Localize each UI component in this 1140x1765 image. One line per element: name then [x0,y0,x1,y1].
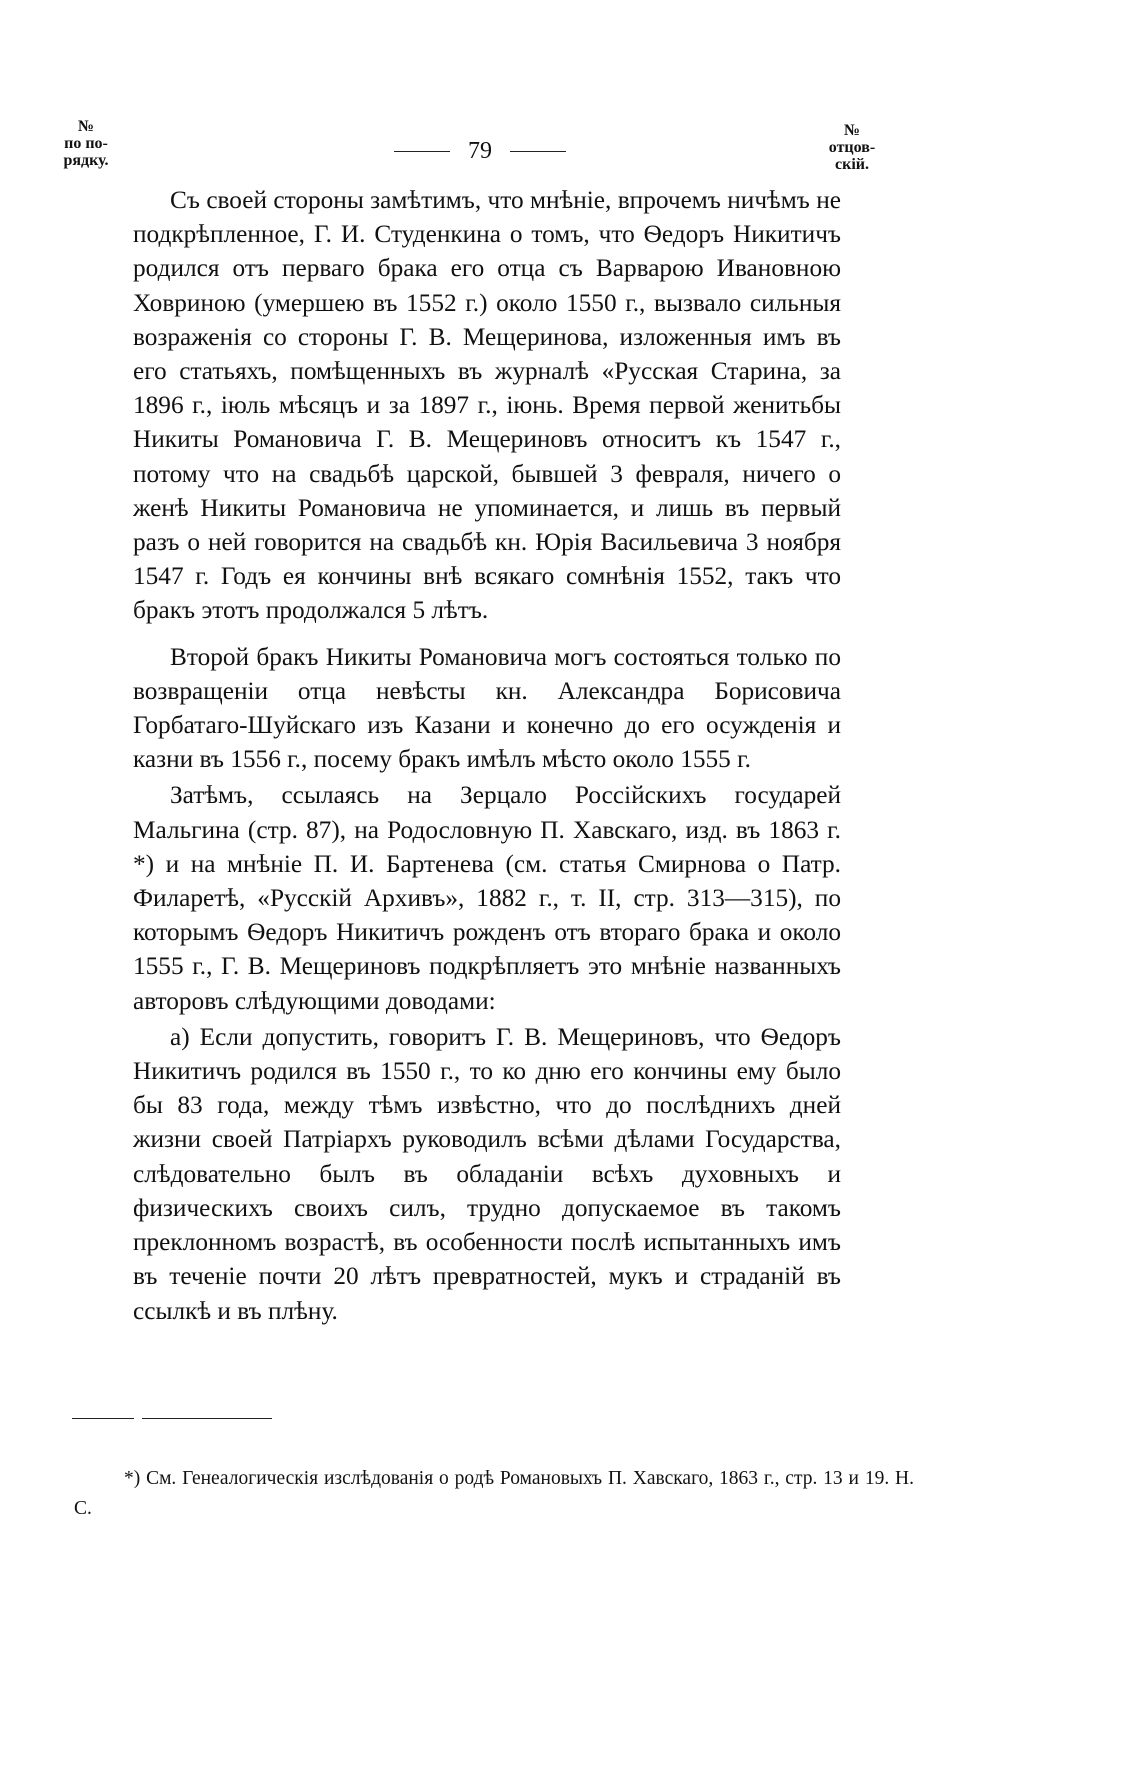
paragraph-2: Второй бракъ Никиты Романовича могъ состояться только по возвращеніи отца невѣсты кн. Александра Борисовича Горбатаго-Шуйскаго изъ Казани и конечно до его осужденія и казни въ 1556 г., посему бракъ имѣлъ мѣсто около 1555 г. [133,642,841,774]
margin-right-line1: отцов- [828,139,876,156]
footnote-rule-long [142,1418,272,1419]
page-number: 79 [468,138,492,164]
margin-right-line2: скій. [835,156,869,173]
number-sign-right: № [843,122,861,139]
body-text [133,183,841,1328]
margin-left-line1: по по- [64,135,108,152]
footnote: *) См. Генеалогическія изслѣдованія о родѣ Романовыхъ П. Хавскаго, 1863 г., стр. 13 и 19. Н. С. [74,1467,914,1519]
number-sign-left: № [77,118,95,135]
header-rule-right [510,151,566,152]
page-header [385,138,575,165]
paragraph-4: а) Если допустить, говоритъ Г. В. Мещериновъ, что Ѳедоръ Никитичъ родился въ 1550 г., то ко дню его кончины ему было бы 83 года, между тѣмъ извѣстно, что до послѣднихъ дней жизни своей Патріархъ руководилъ всѣми дѣлами Государства, слѣдовательно былъ въ обладаніи всѣхъ духовныхъ и физическихъ своихъ силъ, трудно допускаемое въ такомъ преклонномъ возрастѣ, въ особенности послѣ испытанныхъ имъ въ теченіе почти 20 лѣтъ превратностей, мукъ и страданій въ ссылкѣ и въ плѣну. [133,1022,841,1325]
header-rule-left [394,151,450,152]
margin-left-line2: рядку. [63,152,109,169]
footnote-rule-short [72,1418,134,1419]
margin-note-right [812,122,892,173]
paragraph-1: Съ своей стороны замѣтимъ, что мнѣніе, впрочемъ ничѣмъ не подкрѣпленное, Г. И. Студенкина о томъ, что Ѳедоръ Никитичъ родился отъ перваго брака его отца съ Варварою Ивановною Ховриною (умершею въ 1552 г.) около 1550 г., вызвало сильныя возраженія со стороны Г. В. Мещеринова, изложенныя имъ въ его статьяхъ, помѣщенныхъ въ журналѣ «Русская Старина, за 1896 г., іюль мѣсяцъ и за 1897 г., іюнь. Время первой женитьбы Никиты Романовича Г. В. Мещериновъ относитъ къ 1547 г., потому что на свадьбѣ царской, бывшей 3 февраля, ничего о женѣ Никиты Романовича не упоминается, и лишь въ первый разъ о ней говорится на свадьбѣ кн. Юрія Васильевича 3 ноября 1547 г. Годъ ея кончины внѣ всякаго сомнѣнія 1552, такъ что бракъ этотъ продолжался 5 лѣтъ. [133,186,841,625]
footnote-separator [72,1418,272,1419]
margin-note-left [36,118,136,169]
paragraph-3: Затѣмъ, ссылаясь на Зерцало Россійскихъ государей Мальгина (стр. 87), на Родословную П. Хавскаго, изд. въ 1863 г. *) и на мнѣніе П. И. Бартенева (см. статья Смирнова о Патр. Филаретѣ, «Русскій Архивъ», 1882 г., т. II, стр. 313—315), по которымъ Ѳедоръ Никитичъ рожденъ отъ втораго брака и около 1555 г., Г. В. Мещериновъ подкрѣпляетъ это мнѣніе названныхъ авторовъ слѣдующими доводами: [133,781,841,1015]
